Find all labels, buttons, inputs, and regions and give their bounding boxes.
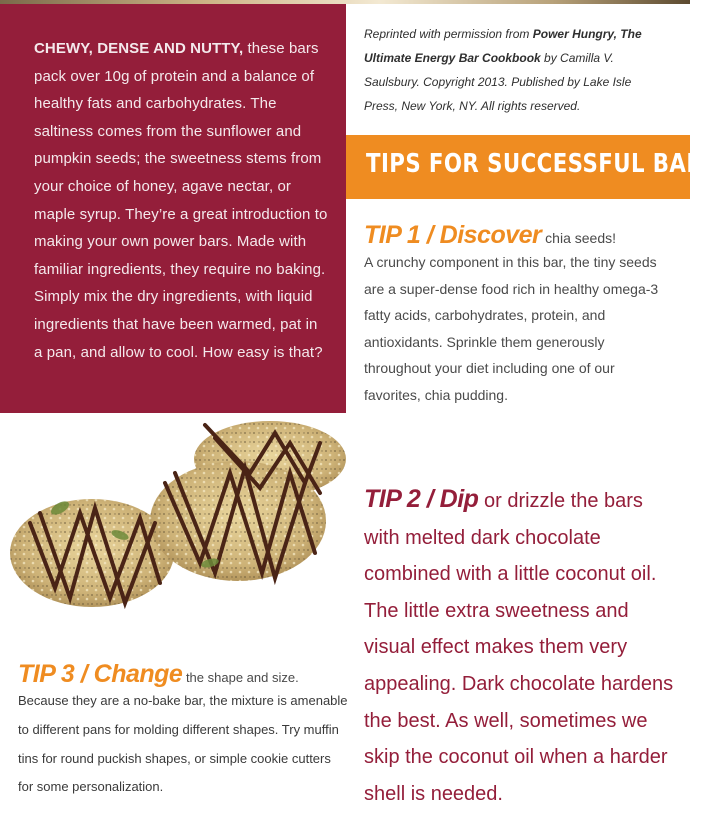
tip-1-body: A crunchy component in this bar, the tiny seeds are a super-dense food rich in healthy omega-3 fatty acids, carbohydrates, protein, and antioxidants. Sprinkle them generously throughout your diet including one of our favorites, chia pudding. xyxy=(364,254,659,403)
tip-2-body: or drizzle the bars with melted dark chocolate combined with a little coconut oil. The little extra sweetness and visual effect makes them very appealing. Dark chocolate hardens the best. As well, sometimes we skip the coconut oil when a harder shell is needed. xyxy=(364,490,674,805)
tips-banner xyxy=(346,135,728,199)
energy-bars-photo xyxy=(0,413,346,653)
intro-lead: CHEWY, DENSE AND NUTTY, xyxy=(34,40,244,57)
intro-body: these bars pack over 10g of protein and a balance of healthy fats and carbohydrates. The saltiness comes from the sunflower and pumpkin seeds; the sweetness stems from your choice of honey, agave nectar, or maple syrup. They’re a great introduction to making your own power bars. Made with familiar ingredients, they require no baking. Simply mix the dry ingredients, with liquid ingredients that have been warmed, pat in a pan, and allow to cool. How easy is that? xyxy=(34,40,328,361)
tip-3-body: Because they are a no-bake bar, the mixture is amenable to different pans for molding different shapes. Try muffin tins for round puckish shapes, or simple cookie cutters for some personalization. xyxy=(18,693,348,795)
reprint-credit xyxy=(364,22,660,118)
credit-rest: by Camilla V. Saulsbury. Copyright 2013. Published by Lake Isle Press, New York, NY. All rights reserved. xyxy=(364,51,632,113)
tip-3-label: TIP 3 / Change xyxy=(18,660,183,688)
credit-book-title: Power Hungry, The Ultimate Energy Bar Cookbook xyxy=(364,27,642,65)
intro-text xyxy=(34,35,328,366)
tip-3 xyxy=(18,660,348,802)
credit-prefix: Reprinted with permission from xyxy=(364,27,533,41)
tip-3-lead: the shape and size. xyxy=(182,670,299,685)
tip-1 xyxy=(364,221,664,409)
tip-1-lead: chia seeds! xyxy=(541,230,616,246)
tip-2-label: TIP 2 / Dip xyxy=(364,485,479,513)
intro-panel xyxy=(0,4,346,413)
tips-heading: TIPS FOR SUCCESSFUL BARS: xyxy=(366,149,728,179)
tip-1-label: TIP 1 / Discover xyxy=(364,221,542,249)
tip-2 xyxy=(364,481,674,812)
